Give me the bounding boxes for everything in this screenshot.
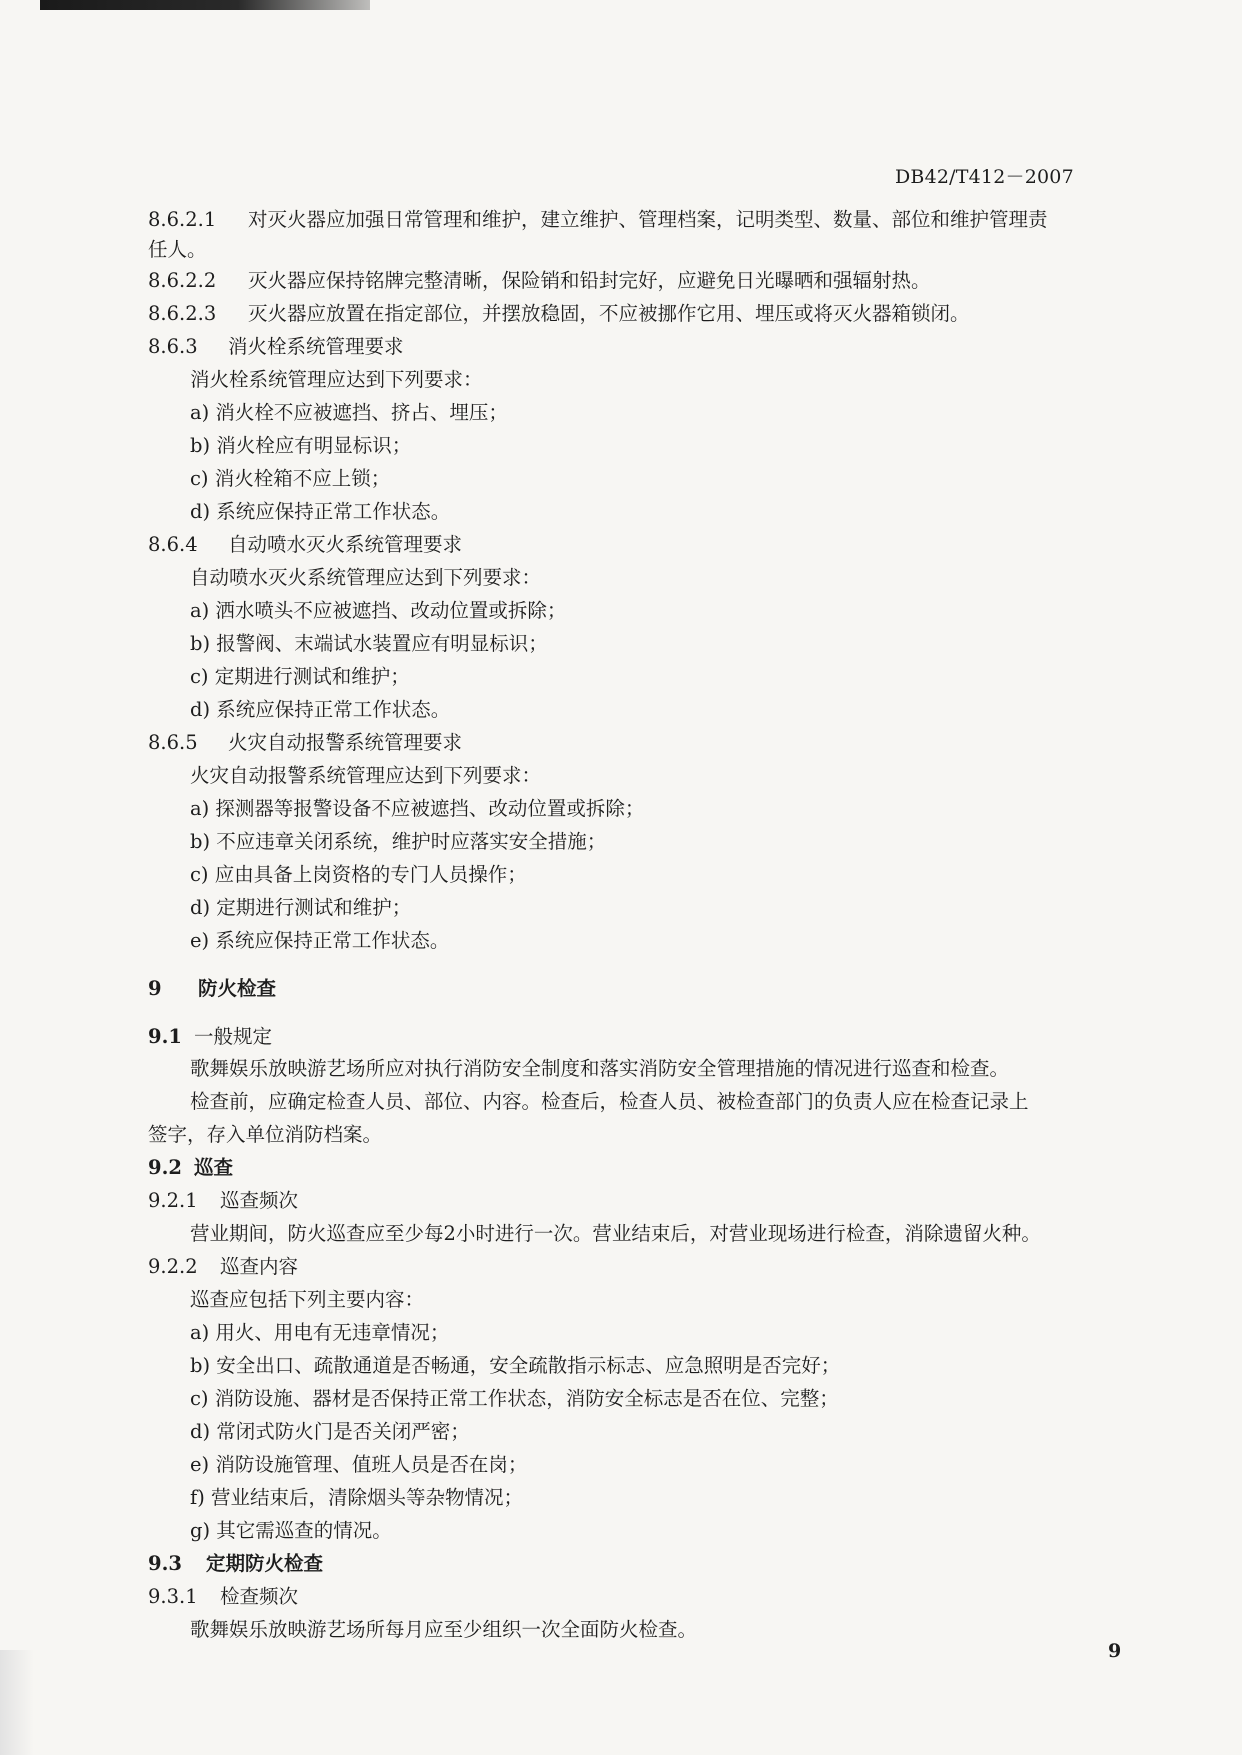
clause-number: 9.1 xyxy=(148,1025,182,1048)
clause-text: 任人。 xyxy=(148,238,207,261)
paragraph: 巡查应包括下列主要内容： xyxy=(190,1288,425,1311)
heading-9-2 xyxy=(148,1158,233,1178)
paragraph: 营业期间，防火巡查应至少每2小时进行一次。营业结束后，对营业现场进行检查，消除遗留火种。 xyxy=(190,1222,1041,1245)
list-item: b) 消火栓应有明显标识； xyxy=(190,434,412,457)
clause-number: 9.2 xyxy=(148,1156,182,1179)
heading-text: 定期防火检查 xyxy=(206,1552,324,1575)
clause-text: 灭火器应保持铭牌完整清晰，保险销和铅封完好，应避免日光曝晒和强辐射热。 xyxy=(248,269,931,292)
clause-number: 8.6.4 xyxy=(148,533,198,556)
clause-8-6-2-3 xyxy=(148,304,970,324)
heading-9-3-1 xyxy=(148,1587,298,1607)
paragraph: 消火栓系统管理应达到下列要求： xyxy=(190,368,483,391)
heading-text: 巡查频次 xyxy=(220,1189,299,1212)
list-item: b) 报警阀、末端试水装置应有明显标识； xyxy=(190,632,548,655)
clause-number: 9.3 xyxy=(148,1552,182,1575)
heading-9-3 xyxy=(148,1554,323,1574)
heading-text: 巡查内容 xyxy=(220,1255,299,1278)
list-item: d) 系统应保持正常工作状态。 xyxy=(190,698,451,721)
section-number: 9 xyxy=(148,977,162,1000)
list-item: b) 安全出口、疏散通道是否畅通，安全疏散指示标志、应急照明是否完好； xyxy=(190,1354,841,1377)
heading-9-2-2 xyxy=(148,1257,298,1277)
heading-text: 一般规定 xyxy=(194,1025,273,1048)
document-code: DB42/T412－2007 xyxy=(895,166,1074,188)
list-item: b) 不应违章关闭系统，维护时应落实安全措施； xyxy=(190,830,607,853)
heading-text: 火灾自动报警系统管理要求 xyxy=(228,731,463,754)
clause-text: 灭火器应放置在指定部位，并摆放稳固，不应被挪作它用、埋压或将灭火器箱锁闭。 xyxy=(248,302,970,325)
list-item: c) 定期进行测试和维护； xyxy=(190,665,410,688)
paragraph-cont: 签字，存入单位消防档案。 xyxy=(148,1123,383,1146)
clause-text: 对灭火器应加强日常管理和维护，建立维护、管理档案，记明类型、数量、部位和维护管理责 xyxy=(248,208,1048,231)
heading-8-6-4 xyxy=(148,535,462,555)
clause-number: 8.6.2.2 xyxy=(148,269,217,292)
heading-text: 消火栓系统管理要求 xyxy=(228,335,404,358)
list-item: a) 消火栓不应被遮挡、挤占、埋压； xyxy=(190,401,508,424)
heading-text: 巡查 xyxy=(194,1156,234,1179)
heading-text: 自动喷水灭火系统管理要求 xyxy=(228,533,463,556)
paragraph: 自动喷水灭火系统管理应达到下列要求： xyxy=(190,566,542,589)
heading-text: 检查频次 xyxy=(220,1585,299,1608)
list-item: e) 消防设施管理、值班人员是否在岗； xyxy=(190,1453,528,1476)
clause-number: 8.6.3 xyxy=(148,335,198,358)
clause-8-6-2-1-cont xyxy=(148,240,207,260)
list-item: c) 消防设施、器材是否保持正常工作状态，消防安全标志是否在位、完整； xyxy=(190,1387,839,1410)
page-number: 9 xyxy=(1108,1640,1122,1662)
list-item: a) 洒水喷头不应被遮挡、改动位置或拆除； xyxy=(190,599,567,622)
list-item: a) 探测器等报警设备不应被遮挡、改动位置或拆除； xyxy=(190,797,645,820)
heading-text: 防火检查 xyxy=(198,977,277,1000)
paragraph: 火灾自动报警系统管理应达到下列要求： xyxy=(190,764,542,787)
clause-number: 9.3.1 xyxy=(148,1585,198,1608)
clause-8-6-2-2 xyxy=(148,271,931,291)
list-item: d) 常闭式防火门是否关闭严密； xyxy=(190,1420,470,1443)
scan-edge-left xyxy=(0,1650,34,1755)
list-item: e) 系统应保持正常工作状态。 xyxy=(190,929,450,952)
list-item: d) 定期进行测试和维护； xyxy=(190,896,412,919)
clause-number: 8.6.2.3 xyxy=(148,302,217,325)
clause-number: 8.6.2.1 xyxy=(148,208,217,231)
list-item: c) 消火栓箱不应上锁； xyxy=(190,467,391,490)
paragraph: 歌舞娱乐放映游艺场所应对执行消防安全制度和落实消防安全管理措施的情况进行巡查和检查。 xyxy=(190,1057,1010,1080)
heading-8-6-5 xyxy=(148,733,462,753)
clause-number: 9.2.1 xyxy=(148,1189,198,1212)
heading-9 xyxy=(148,979,276,999)
paragraph: 歌舞娱乐放映游艺场所每月应至少组织一次全面防火检查。 xyxy=(190,1618,698,1641)
list-item: g) 其它需巡查的情况。 xyxy=(190,1519,392,1542)
clause-8-6-2-1 xyxy=(148,210,1048,230)
list-item: f) 营业结束后，清除烟头等杂物情况； xyxy=(190,1486,524,1509)
paragraph: 检查前，应确定检查人员、部位、内容。检查后，检查人员、被检查部门的负责人应在检查记录上 xyxy=(190,1090,1029,1113)
heading-9-2-1 xyxy=(148,1191,298,1211)
list-item: a) 用火、用电有无违章情况； xyxy=(190,1321,450,1344)
scan-edge-top xyxy=(40,0,370,10)
heading-8-6-3 xyxy=(148,337,404,357)
list-item: d) 系统应保持正常工作状态。 xyxy=(190,500,451,523)
clause-number: 8.6.5 xyxy=(148,731,198,754)
clause-number: 9.2.2 xyxy=(148,1255,198,1278)
heading-9-1 xyxy=(148,1027,272,1047)
list-item: c) 应由具备上岗资格的专门人员操作； xyxy=(190,863,527,886)
